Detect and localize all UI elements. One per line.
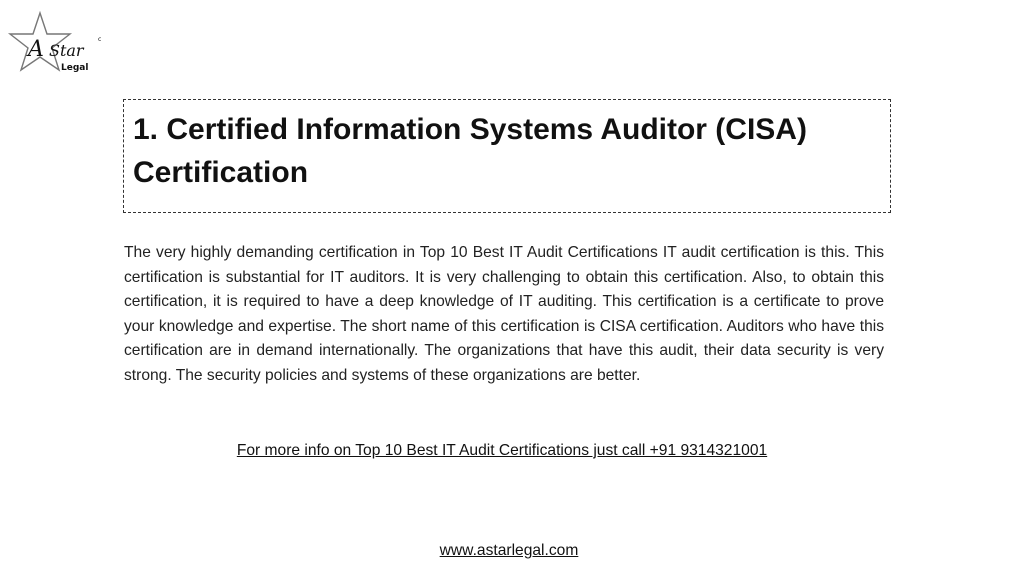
star-logo-icon (6, 10, 106, 76)
cta-container (0, 440, 1004, 462)
astar-legal-logo (6, 10, 106, 76)
logo-subword: Legal (61, 63, 89, 73)
logo-letter: A (28, 37, 44, 62)
body-paragraph: The very highly demanding certification in Top 10 Best IT Audit Certifications IT audit certification is this. This certification is substantial for IT auditors. It is very challenging to obtain this certification. Also, to obtain this certification, it is required to have a deep knowledge of IT auditing. This certification is a certificate to prove your knowledge and expertise. The short name of this certification is CISA certification. Auditors who have this certification are in demand internationally. The organizations that have this audit, their data security is very strong. The security policies and systems of these organizations are better. (124, 244, 884, 384)
title-box (123, 99, 891, 213)
footer (0, 540, 1018, 562)
logo-word: Star (49, 41, 84, 60)
cta-phone-link[interactable]: For more info on Top 10 Best IT Audit Certifications just call +91 9314321001 (236, 442, 768, 459)
website-link[interactable]: www.astarlegal.com (439, 542, 579, 559)
page-title: 1. Certified Information Systems Auditor (CISA) Certification (133, 113, 807, 189)
logo-mark: c (98, 36, 102, 43)
